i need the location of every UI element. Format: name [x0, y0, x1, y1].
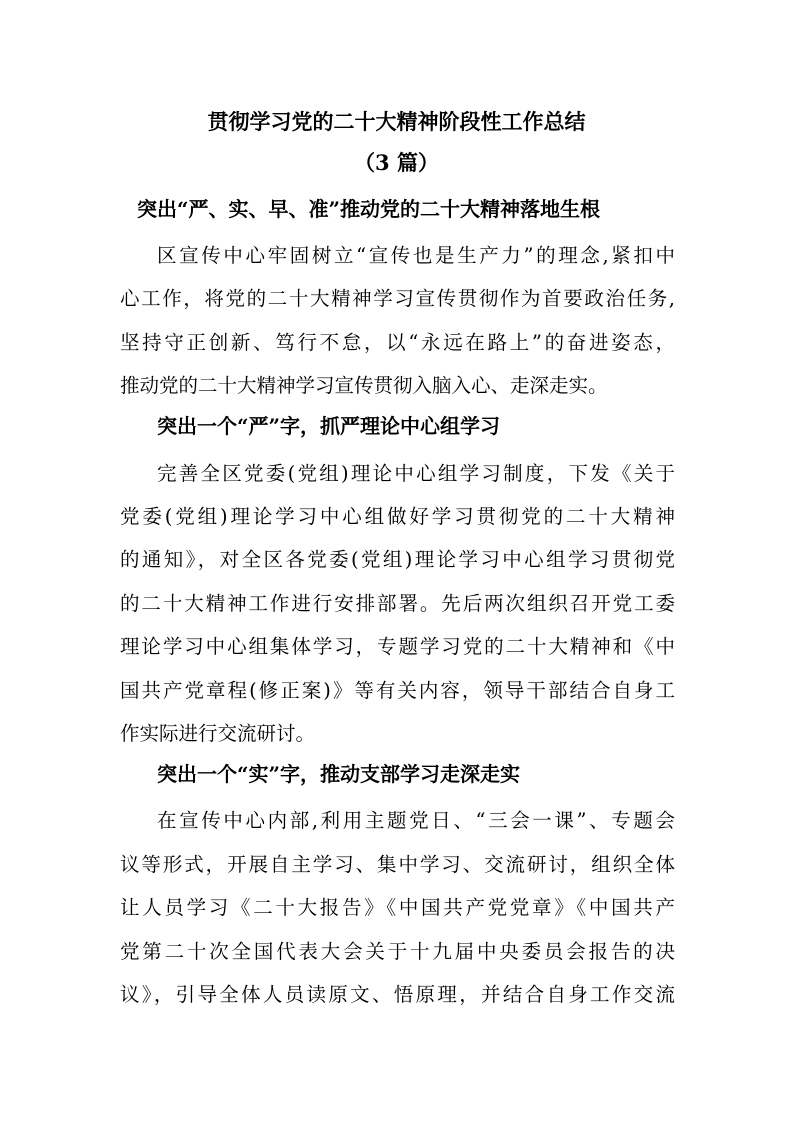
paragraph-line: 区宣传中心牢固树立“宣传也是生产力”的理念,紧扣中 — [157, 244, 675, 267]
paragraph-line: 坚持守正创新、笃行不怠，以“永远在路上”的奋进姿态， — [120, 331, 675, 354]
paragraph-line: 国共产党章程(修正案)》等有关内容，领导干部结合自身工 — [120, 679, 675, 702]
paragraph-line: 推动党的二十大精神学习宣传贯彻入脑入心、走深走实。 — [120, 374, 608, 397]
section-heading: 突出一个“实”字，推动支部学习走深走实 — [157, 762, 521, 786]
document-title: 贯彻学习党的二十大精神阶段性工作总结 — [207, 109, 586, 134]
section-heading: 突出一个“严”字，抓严理论中心组学习 — [157, 414, 501, 438]
paragraph-line: 的通知》，对全区各党委(党组)理论学习中心组学习贯彻党 — [120, 548, 675, 571]
paragraph-line: 完善全区党委(党组)理论中心组学习制度，下发《关于 — [157, 462, 675, 485]
paragraph-line: 的二十大精神工作进行安排部署。先后两次组织召开党工委 — [120, 592, 675, 615]
paragraph-line: 议》，引导全体人员读原文、悟原理，并结合自身工作交流 — [120, 983, 675, 1006]
paragraph-line: 让人员学习《二十大报告》《中国共产党党章》《中国共产 — [120, 896, 675, 919]
main-heading: 突出“严、实、早、准”推动党的二十大精神落地生根 — [137, 197, 601, 221]
paragraph-line: 党委(党组)理论学习中心组做好学习贯彻党的二十大精神 — [120, 505, 675, 528]
paragraph-line: 党第二十次全国代表大会关于十九届中央委员会报告的决 — [120, 940, 675, 963]
paragraph-line: 作实际进行交流研讨。 — [120, 722, 316, 745]
paragraph-line: 理论学习中心组集体学习，专题学习党的二十大精神和《中 — [120, 635, 675, 658]
document-subtitle: （3 篇） — [354, 150, 439, 175]
paragraph-line: 议等形式，开展自主学习、集中学习、交流研讨，组织全体 — [120, 853, 675, 876]
paragraph-line: 在宣传中心内部,利用主题党日、“三会一课”、专题会 — [157, 809, 675, 832]
paragraph-line: 心工作，将党的二十大精神学习宣传贯彻作为首要政治任务, — [120, 287, 675, 310]
